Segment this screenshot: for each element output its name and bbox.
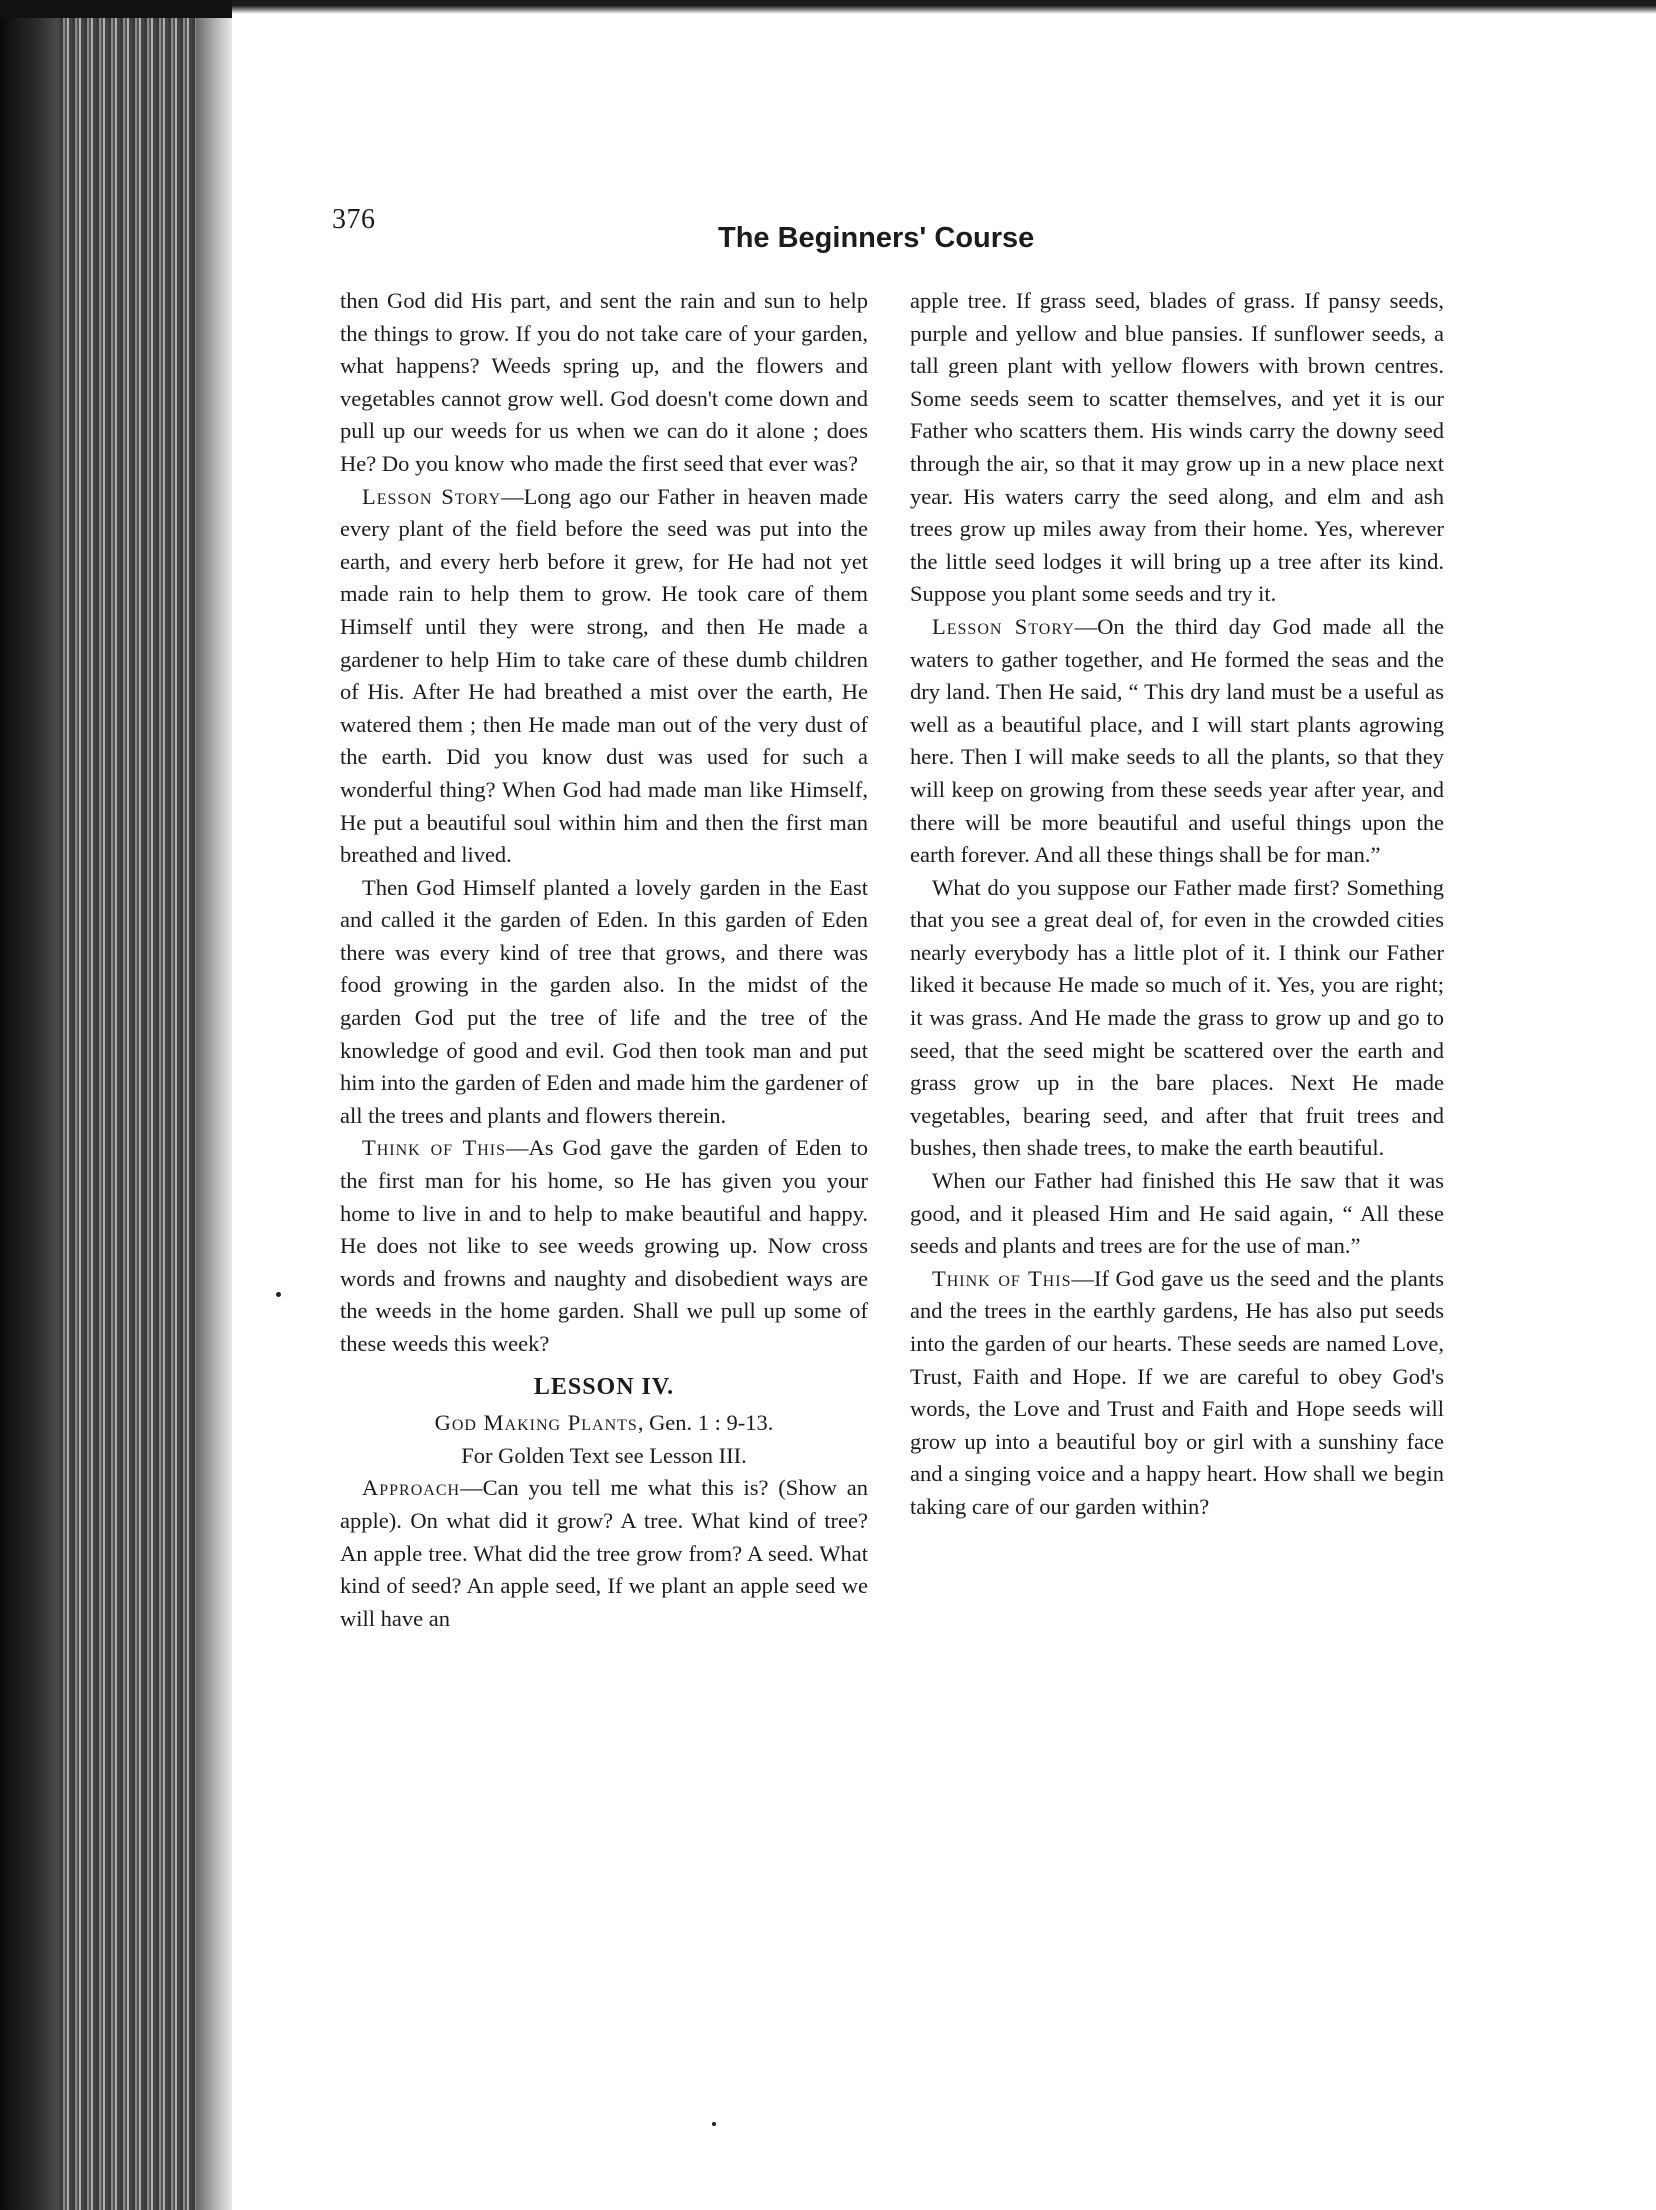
paragraph-text: Then God Himself planted a lovely garden in the East and called it the garden of Eden. In this garden of Eden there was every kind of tree that grows, and there was food growing in the garden also. In the midst of the garden God put the tree of life and the tree of the knowledge of good and evil. God then took man and put him into the garden of Eden and made him the gardener of all the trees and plants and flowers therein.: [340, 874, 868, 1128]
lesson-subject-label: God Making Plants: [434, 1410, 638, 1436]
paragraph: [910, 611, 1444, 872]
page-number: 376: [332, 204, 376, 235]
book-fore-edge: [0, 0, 232, 2210]
book-page: [232, 0, 1656, 2192]
golden-text-note: For Golden Text see Lesson III.: [461, 1442, 747, 1468]
section-label: Think of This: [362, 1135, 507, 1161]
running-head: The Beginners' Course: [718, 222, 1035, 254]
left-column: [340, 285, 868, 1635]
paragraph-text: —As God gave the garden of Eden to the first man for his home, so He has given you your home to live in and to help to make beautiful and happy. He does not like to see weeds growing up. Now cross words and frowns and naughty and disobedient ways are the weeds in the home garden. Shall we pull up some of these weeds this week?: [340, 1135, 869, 1356]
lesson-heading: LESSON IV.: [533, 1373, 675, 1400]
paragraph-text: When our Father had finished this He saw that it was good, and it pleased Him and He said again, “ All these seeds and plants and trees are for the use of man.”: [910, 1168, 1444, 1259]
paragraph-text: —Long ago our Father in heaven made every plant of the field before the seed was put into the earth, and every herb before it grew, for He had not yet made rain to help them to grow. He took care of them Himself until they were strong, and then He made a gardener to help Him to take care of these dumb children of His. After He had breathed a mist over the earth, He watered them ; then He made man out of the very dust of the earth. Did you know dust was used for such a wonderful thing? When God had made man like Himself, He put a beautiful soul within him and then the first man breathed and lived.: [340, 483, 869, 868]
paragraph: [340, 872, 868, 1133]
book-spine-shadow: [0, 18, 58, 2210]
paragraph-text: then God did His part, and sent the rain and sun to help the things to grow. If you do not take care of your garden, what happens? Weeds spring up, and the flowers and vegetables cannot grow well. God doesn't come down and pull up our weeds for us when we can do it alone ; does He? Do you know who made the first seed that ever was?: [340, 288, 868, 476]
section-label: Lesson Story: [362, 483, 502, 509]
paragraph: [910, 1165, 1444, 1263]
page-fold-shadow: [196, 18, 232, 2210]
paragraph: [910, 872, 1444, 1165]
paragraph: [340, 1472, 868, 1635]
paragraph: [910, 285, 1444, 611]
paragraph-text: —Can you tell me what this is? (Show an apple). On what did it grow? A tree. What kind of tree? An apple tree. What did the tree grow from? A seed. What kind of seed? An apple seed, If we plant an apple seed we will have an: [340, 1475, 868, 1631]
ink-speck: [276, 1292, 281, 1297]
paragraph: [910, 1263, 1444, 1524]
paragraph-text: —On the third day God made all the waters to gather together, and He formed the seas and the dry land. Then He said, “ This dry land must be a useful as well as a beautiful place, and I will start plants agrowing here. Then I will make seeds to all the plants, so that they will keep on growing from these seeds year after year, and there will be more beautiful and useful things upon the earth forever. And all these things shall be for man.”: [910, 613, 1444, 868]
paragraph: [340, 285, 868, 481]
paragraph-text: apple tree. If grass seed, blades of grass. If pansy seeds, purple and yellow and blue pansies. If sunflower seeds, a tall green plant with yellow flowers with brown centres. Some seeds seem to scatter themselves, and yet it is our Father who scatters them. His winds carry the downy seed through the air, so that it may grow up in a new place next year. His waters carry the seed along, and elm and ash trees grow up miles away from their home. Yes, wherever the little seed lodges it will bring up a tree after its kind. Suppose you plant some seeds and try it.: [910, 288, 1444, 607]
paragraph-text: —If God gave us the seed and the plants and the trees in the earthly gardens, He has also put seeds into the garden of our hearts. These seeds are named Love, Trust, Faith and Hope. If we are careful to obey God's words, the Love and Trust and Faith and Hope seeds will grow up into a beautiful boy or girl with a sunshiny face and a singing voice and a happy heart. How shall we begin taking care of our garden within?: [910, 1265, 1444, 1519]
paragraph-text: What do you suppose our Father made first? Something that you see a great deal of, for even in the crowded cities nearly everybody has a little plot of it. I think our Father liked it because He made so much of it. Yes, you are right; it was grass. And He made the grass to grow up and go to seed, that the seed might be scattered over the earth and grass grow up in the bare places. Next He made vegetables, bearing seed, and after that fruit trees and bushes, then shade trees, to make the earth beautiful.: [910, 874, 1444, 1161]
lesson-subject: [340, 1407, 868, 1440]
right-column: [910, 285, 1444, 1524]
ink-speck: [712, 2122, 716, 2126]
paragraph: [340, 1132, 868, 1360]
section-label: Think of This: [932, 1265, 1072, 1291]
section-label: Lesson Story: [932, 613, 1075, 639]
section-label: Approach: [362, 1475, 461, 1501]
lesson-subject-ref: , Gen. 1 : 9-13.: [637, 1410, 774, 1436]
paragraph: [340, 481, 868, 872]
